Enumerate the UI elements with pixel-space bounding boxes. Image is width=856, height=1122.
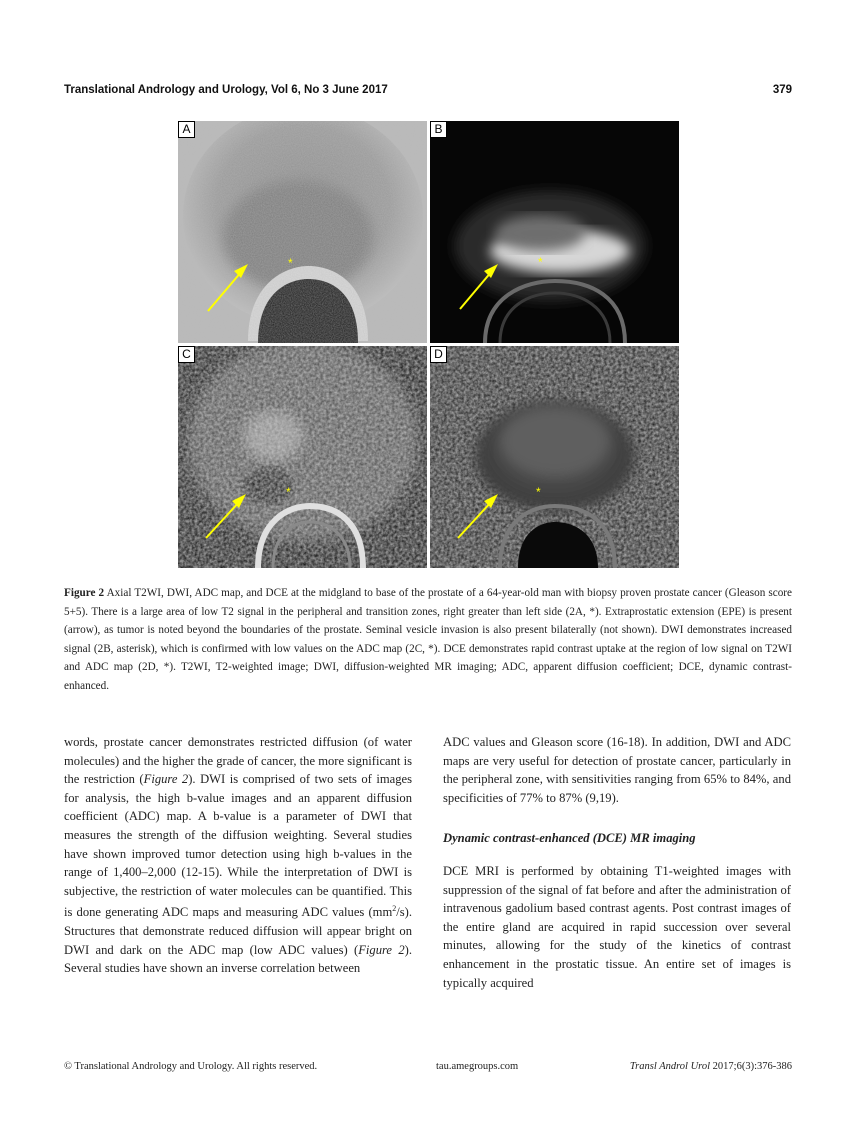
page-footer <box>64 1061 792 1077</box>
right-paragraph-2: DCE MRI is performed by obtaining T1-weighted images with suppression of the signal of fat before and after the administration of intravenous gadolium based contrast agents. Post contrast images of the entire gland are acquired in rapid succession over several minutes, allowing for the study of the kinetics of contrast enhancement in the prostatic tissue. An entire set of images is typically acquired <box>443 863 791 990</box>
figure-caption <box>64 584 792 696</box>
left-column <box>64 733 412 978</box>
asterisk-a: * <box>288 256 293 270</box>
asterisk-b: * <box>538 255 543 269</box>
panel-label-d: D <box>430 346 447 363</box>
caption-label: Figure 2 <box>64 587 105 599</box>
asterisk-c: * <box>286 485 291 499</box>
panel-d-dce <box>430 346 679 568</box>
website-link[interactable]: tau.amegroups.com <box>436 1061 519 1072</box>
panel-label-a: A <box>178 121 195 138</box>
panel-b-dwi <box>430 121 679 343</box>
figure-reference[interactable]: Figure 2 <box>358 942 405 957</box>
citation-details: 2017;6(3):376-386 <box>710 1061 792 1072</box>
right-column <box>443 733 791 992</box>
journal-title: Translational Andrology and Urology, Vol 6, No 3 June 2017 <box>64 84 388 96</box>
superscript: 2 <box>392 904 397 914</box>
text-run: words, prostate cancer demonstrates restricted diffusion (of water molecules) and the higher the grade of cancer, the more significant is the restriction ( <box>64 735 412 787</box>
text-run: ). DWI is comprised of two sets of images for analysis, the high b-value images and an apparent diffusion coefficient (ADC) map. A b-value is a parameter of DWI that measures the strength of the diffusion weighting. Several studies have shown improved tumor detection using high b-values in the range of 1,400–2,000 (12-15). While the interpretation of DWI is subjective, the restriction of water molecules can be quantified. This is done generating ADC maps and measuring ADC values (mm <box>64 772 412 920</box>
page-number: 379 <box>772 84 792 96</box>
text-run: /s). Structures that demonstrate reduced diffusion will appear bright on DWI and dark on the ADC map (low ADC values) ( <box>64 905 412 957</box>
running-header <box>64 84 792 102</box>
figure-reference[interactable]: Figure 2 <box>143 772 189 787</box>
figure-2 <box>178 121 679 568</box>
section-subheading: Dynamic contrast-enhanced (DCE) MR imaging <box>443 831 696 846</box>
asterisk-d: * <box>536 485 541 499</box>
panel-a-t2wi <box>178 121 427 343</box>
citation-journal: Transl Androl Urol <box>629 1061 711 1072</box>
text-run: ). Several studies have shown an inverse correlation between <box>64 942 412 976</box>
panel-c-adc-map <box>178 346 427 568</box>
left-paragraph <box>64 733 412 978</box>
panel-label-b: B <box>430 121 447 138</box>
caption-text: Axial T2WI, DWI, ADC map, and DCE at the midgland to base of the prostate of a 64-year-old man with biopsy proven prostate cancer (Gleason score 5+5). There is a large area of low T2 signal in the peripheral and transition zones, right greater than left side (2A, *). Extraprostatic extension (EPE) is present (arrow), as tumor is noted beyond the boundaries of the prostate. Seminal vesicle invasion is also present bilaterally (not shown). DWI demonstrates increased signal (2B, asterisk), which is confirmed with low values on the ADC map (2C, *). DCE demonstrates rapid contrast uptake at the region of low signal on T2WI and ADC map (2D, *). T2WI, T2-weighted image; DWI, diffusion-weighted MR imaging; ADC, apparent diffusion coefficient; DCE, dynamic contrast-enhanced. <box>64 587 792 692</box>
citation <box>630 1061 792 1072</box>
panel-label-c: C <box>178 346 195 363</box>
copyright: © Translational Andrology and Urology. All rights reserved. <box>64 1061 318 1072</box>
right-paragraph-1: ADC values and Gleason score (16-18). In addition, DWI and ADC maps are very useful for detection of prostate cancer, particularly in the peripheral zone, with sensitivities ranging from 65% to 84%, and specificities of 77% to 87% (9,19). <box>443 735 791 805</box>
